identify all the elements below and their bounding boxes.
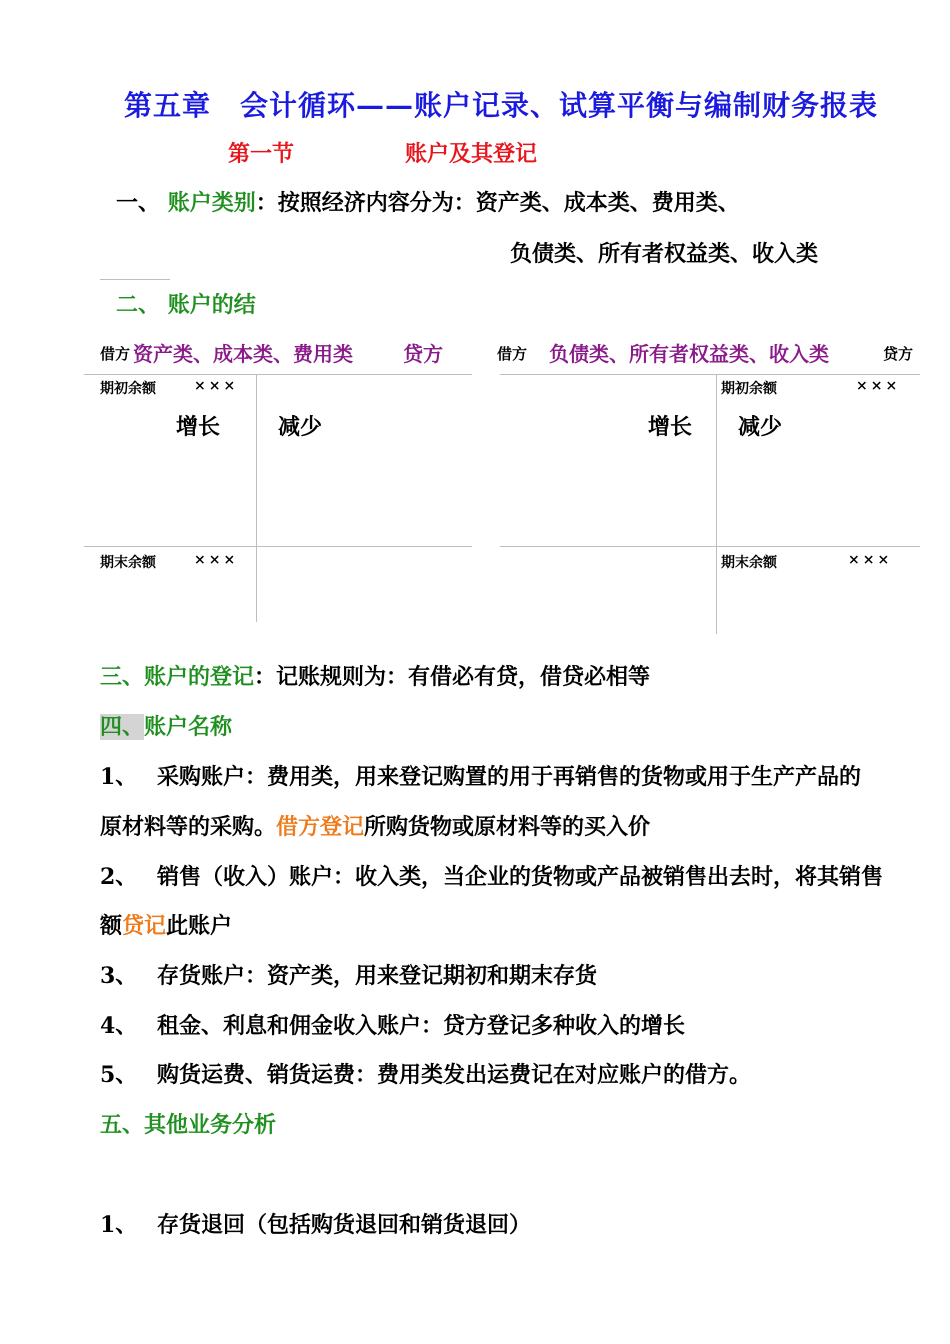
- para-text: 记账规则为：有借必有贷，借贷必相等: [276, 664, 651, 690]
- right-closing-balance-value: ×××: [848, 552, 893, 568]
- left-t-top-line: [84, 374, 472, 375]
- left-closing-balance-label: 期末余额: [100, 555, 156, 571]
- item-6-text: 存货退回（包括购货退回和销货退回）: [157, 1212, 532, 1238]
- right-increase-label: 增长: [648, 414, 693, 440]
- section-title: 账户及其登记: [405, 141, 538, 167]
- item-4-number: 4、: [100, 1013, 138, 1039]
- item-1-continuation: [100, 810, 650, 841]
- paragraph-account-category-cont: 负债类、所有者权益类、收入类: [510, 241, 819, 267]
- right-t-top-line: [500, 374, 920, 375]
- item-2-cont-b: 此账户: [166, 913, 233, 939]
- left-decrease-label: 减少: [278, 414, 323, 440]
- item-2-cont-a: 额: [100, 913, 123, 939]
- para-text: 按照经济内容分为：资产类、成本类、费用类、: [277, 190, 740, 216]
- para-label: 账户的结: [167, 292, 256, 318]
- item-2-text: 销售（收入）账户：收入类，当企业的货物或产品被销售出去时，将其销售: [157, 864, 884, 890]
- item-4-text: 租金、利息和佣金收入账户：贷方登记多种收入的增长: [157, 1013, 686, 1039]
- paragraph-account-recording: [100, 660, 650, 691]
- left-debit-label: 借方: [100, 345, 131, 363]
- para-prefix-highlighted: 四、: [100, 714, 145, 740]
- left-closing-balance-value: ×××: [194, 552, 239, 568]
- paragraph-account-structure: [116, 288, 256, 319]
- para-prefix: 一、: [116, 190, 161, 216]
- para-label: 三、账户的登记: [100, 664, 255, 690]
- page-title: 第五章 会计循环——账户记录、试算平衡与编制财务报表: [124, 89, 879, 122]
- paragraph-account-category: [116, 186, 740, 217]
- item-5-text: 购货运费、销货运费：费用类发出运费记在对应账户的借方。: [157, 1062, 752, 1088]
- item-1-cont-highlight: 借方登记: [276, 814, 365, 840]
- item-1-cont-b: 所购货物或原材料等的买入价: [364, 814, 651, 840]
- paragraph-account-names: [100, 710, 232, 741]
- para-label: 账户类别: [167, 190, 256, 216]
- right-t-vertical-line: [716, 374, 717, 634]
- left-t-bottom-line: [84, 546, 472, 547]
- right-debit-label: 借方: [497, 345, 528, 363]
- left-account-categories: 资产类、成本类、费用类: [133, 342, 353, 366]
- item-2-continuation: [100, 909, 232, 940]
- left-t-vertical-line: [256, 374, 257, 622]
- item-6-number: 1、: [100, 1212, 138, 1238]
- left-credit-label: 贷方: [403, 342, 443, 366]
- divider: [100, 279, 170, 280]
- item-2-number: 2、: [100, 864, 138, 890]
- right-decrease-label: 减少: [738, 414, 783, 440]
- left-opening-balance-value: ×××: [194, 378, 239, 394]
- paragraph-other-analysis: 五、其他业务分析: [100, 1112, 277, 1138]
- left-opening-balance-label: 期初余额: [100, 381, 156, 397]
- item-3-number: 3、: [100, 963, 138, 989]
- para-colon: ：: [254, 664, 277, 690]
- right-credit-label: 贷方: [883, 345, 914, 363]
- right-opening-balance-value: ×××: [856, 378, 901, 394]
- para-label: 账户名称: [144, 714, 233, 740]
- right-closing-balance-label: 期末余额: [721, 555, 777, 571]
- right-opening-balance-label: 期初余额: [721, 381, 777, 397]
- item-1-number: 1、: [100, 764, 138, 790]
- item-5-number: 5、: [100, 1062, 138, 1088]
- item-2-cont-highlight: 贷记: [122, 913, 167, 939]
- item-1-cont-a: 原材料等的采购。: [100, 814, 277, 840]
- item-3-text: 存货账户：资产类，用来登记期初和期末存货: [157, 963, 598, 989]
- para-colon: ：: [255, 190, 278, 216]
- section-number: 第一节: [228, 141, 295, 167]
- para-prefix: 二、: [116, 292, 161, 318]
- left-increase-label: 增长: [176, 414, 221, 440]
- right-t-bottom-line: [500, 546, 920, 547]
- item-1-text: 采购账户：费用类，用来登记购置的用于再销售的货物或用于生产产品的: [157, 764, 862, 790]
- right-account-categories: 负债类、所有者权益类、收入类: [549, 342, 829, 366]
